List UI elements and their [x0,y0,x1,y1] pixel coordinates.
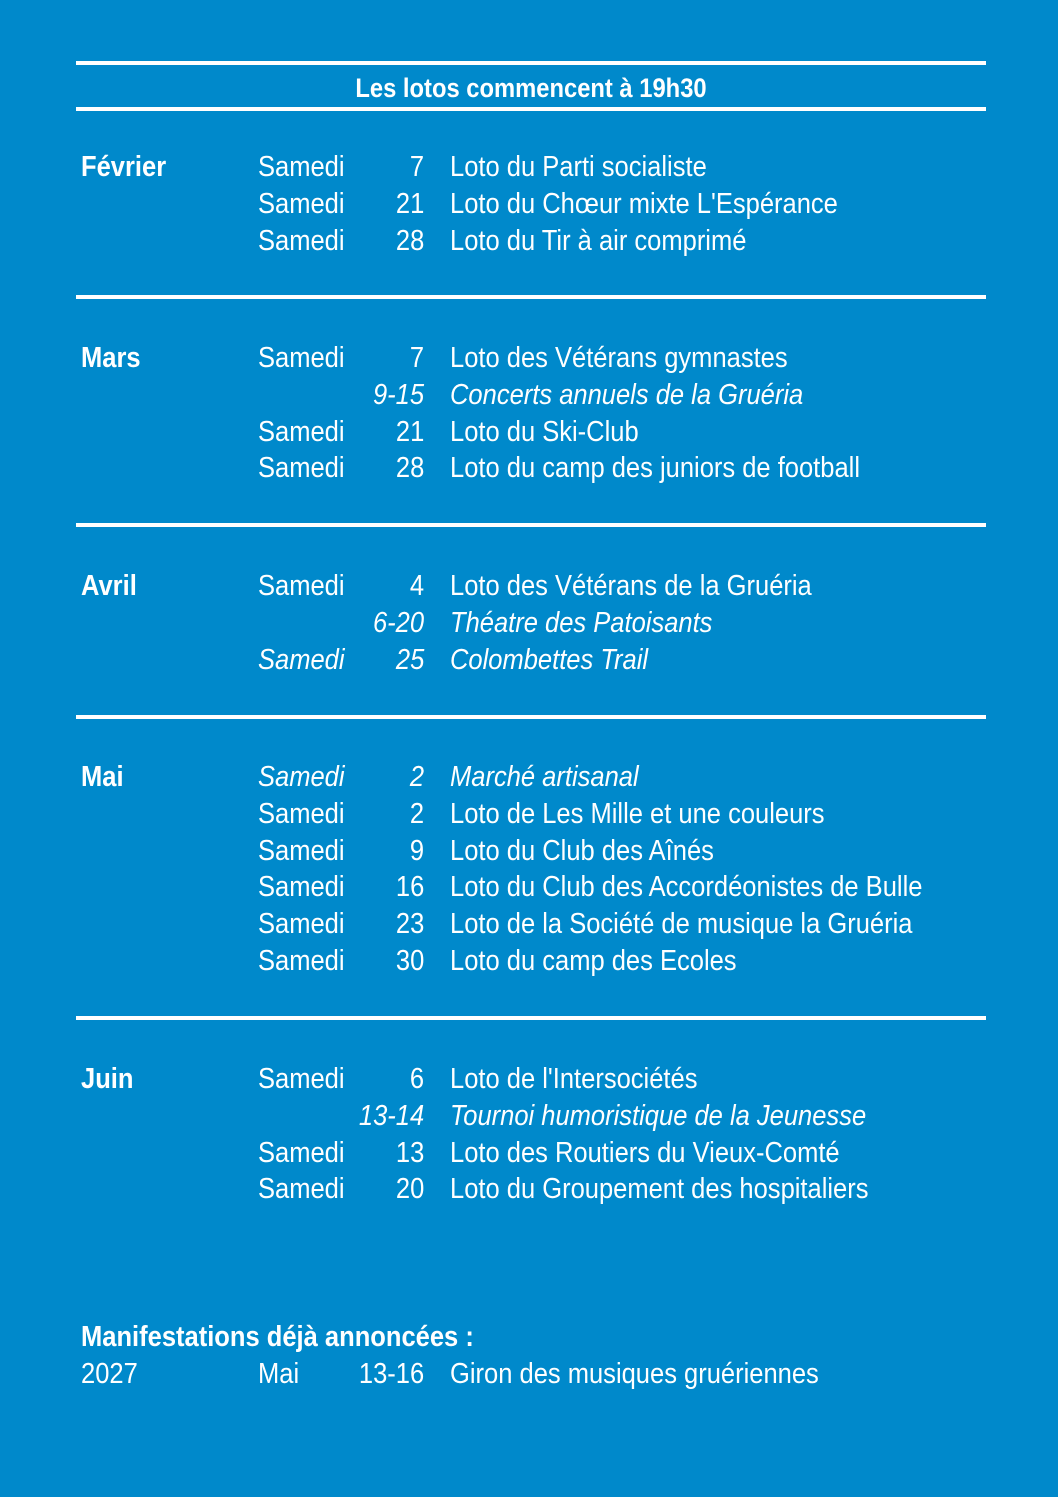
event-day: Samedi [258,452,345,485]
list-item [0,414,1058,451]
month-label: Avril [81,570,137,602]
list-item [0,796,1058,833]
event-label: Colombettes Trail [450,643,649,676]
event-label: Loto de l'Intersociétés [450,1063,698,1095]
list-item [0,377,1058,414]
event-day: Samedi [258,570,345,602]
list-item [0,605,1058,642]
top-rule [76,61,986,65]
event-date: 9 [409,834,424,867]
event-label: Théatre des Patoisants [450,606,713,639]
event-date: 23 [395,908,424,941]
event-date: 13-14 [358,1099,424,1132]
event-label: Loto du Club des Aînés [450,834,714,867]
event-day: Samedi [258,187,345,220]
announced-events-heading: Manifestations déjà annoncées : [81,1321,474,1353]
event-day: Samedi [258,761,345,793]
list-item [0,186,1058,223]
section-divider [76,1016,986,1020]
event-month: Mai [258,1358,300,1390]
section-divider [76,523,986,527]
event-date: 28 [395,452,424,485]
list-item [0,450,1058,487]
event-label: Marché artisanal [450,761,639,793]
event-day: Samedi [258,1173,345,1206]
month-section-juin [0,1061,1058,1208]
event-date: 13-16 [358,1358,424,1390]
event-label: Loto du Chœur mixte L'Espérance [450,187,838,220]
section-divider [76,715,986,719]
list-item [0,1171,1058,1208]
month-label: Mai [81,761,124,793]
event-day: Samedi [258,342,345,374]
event-date: 21 [395,187,424,220]
event-date: 2 [409,761,424,793]
month-label: Février [81,151,167,183]
list-item [0,1061,1058,1098]
event-date: 9-15 [372,378,424,411]
event-date: 4 [409,570,424,602]
list-item [0,759,1058,796]
event-date: 6-20 [372,606,424,639]
list-item [0,869,1058,906]
event-day: Samedi [258,1063,345,1095]
event-day: Samedi [258,797,345,830]
event-date: 20 [395,1173,424,1206]
month-label: Juin [81,1063,134,1095]
event-day: Samedi [258,415,345,448]
event-label: Loto des Vétérans de la Gruéria [450,570,812,602]
event-day: Samedi [258,224,345,257]
event-label: Concerts annuels de la Gruéria [450,378,804,411]
event-date: 21 [395,415,424,448]
event-date: 25 [395,643,424,676]
list-item [0,1098,1058,1135]
event-label: Tournoi humoristique de la Jeunesse [450,1099,867,1132]
list-item [0,906,1058,943]
event-date: 16 [395,871,424,904]
month-section-mai [0,759,1058,980]
event-date: 7 [409,151,424,183]
event-day: Samedi [258,151,345,183]
event-label: Loto de la Société de musique la Gruéria [450,908,913,941]
event-label: Loto des Routiers du Vieux-Comté [450,1136,840,1169]
event-label: Loto du camp des Ecoles [450,944,737,977]
event-date: 13 [395,1136,424,1169]
event-label: Loto de Les Mille et une couleurs [450,797,825,830]
event-label: Loto du Ski-Club [450,415,639,448]
event-day: Samedi [258,908,345,941]
list-item [0,1356,1058,1393]
list-item [0,833,1058,870]
event-day: Samedi [258,834,345,867]
event-label: Loto du Parti socialiste [450,151,707,183]
event-date: 30 [395,944,424,977]
event-date: 2 [409,797,424,830]
section-divider [76,295,986,299]
event-day: Samedi [258,1136,345,1169]
month-section-mars [0,340,1058,487]
list-item [0,1135,1058,1172]
list-item [0,642,1058,679]
event-label: Loto du Club des Accordéonistes de Bulle [450,871,923,904]
page-title: Les lotos commencent à 19h30 [355,73,707,103]
event-label: Loto des Vétérans gymnastes [450,342,788,374]
month-section-fevrier [0,149,1058,259]
event-label: Loto du Tir à air comprimé [450,224,747,257]
list-item [0,568,1058,605]
event-date: 6 [409,1063,424,1095]
event-label: Loto du camp des juniors de football [450,452,861,485]
event-date: 28 [395,224,424,257]
event-day: Samedi [258,944,345,977]
list-item [0,340,1058,377]
list-item [0,223,1058,260]
month-section-avril [0,568,1058,678]
month-label: Mars [81,342,141,374]
event-label: Giron des musiques gruériennes [450,1358,819,1390]
event-day: Samedi [258,643,345,676]
event-year: 2027 [81,1358,138,1390]
event-date: 7 [409,342,424,374]
list-item [0,943,1058,980]
event-label: Loto du Groupement des hospitaliers [450,1173,869,1206]
announced-event-row [0,1356,1058,1393]
event-day: Samedi [258,871,345,904]
list-item [0,149,1058,186]
header-bottom-rule [76,107,986,111]
